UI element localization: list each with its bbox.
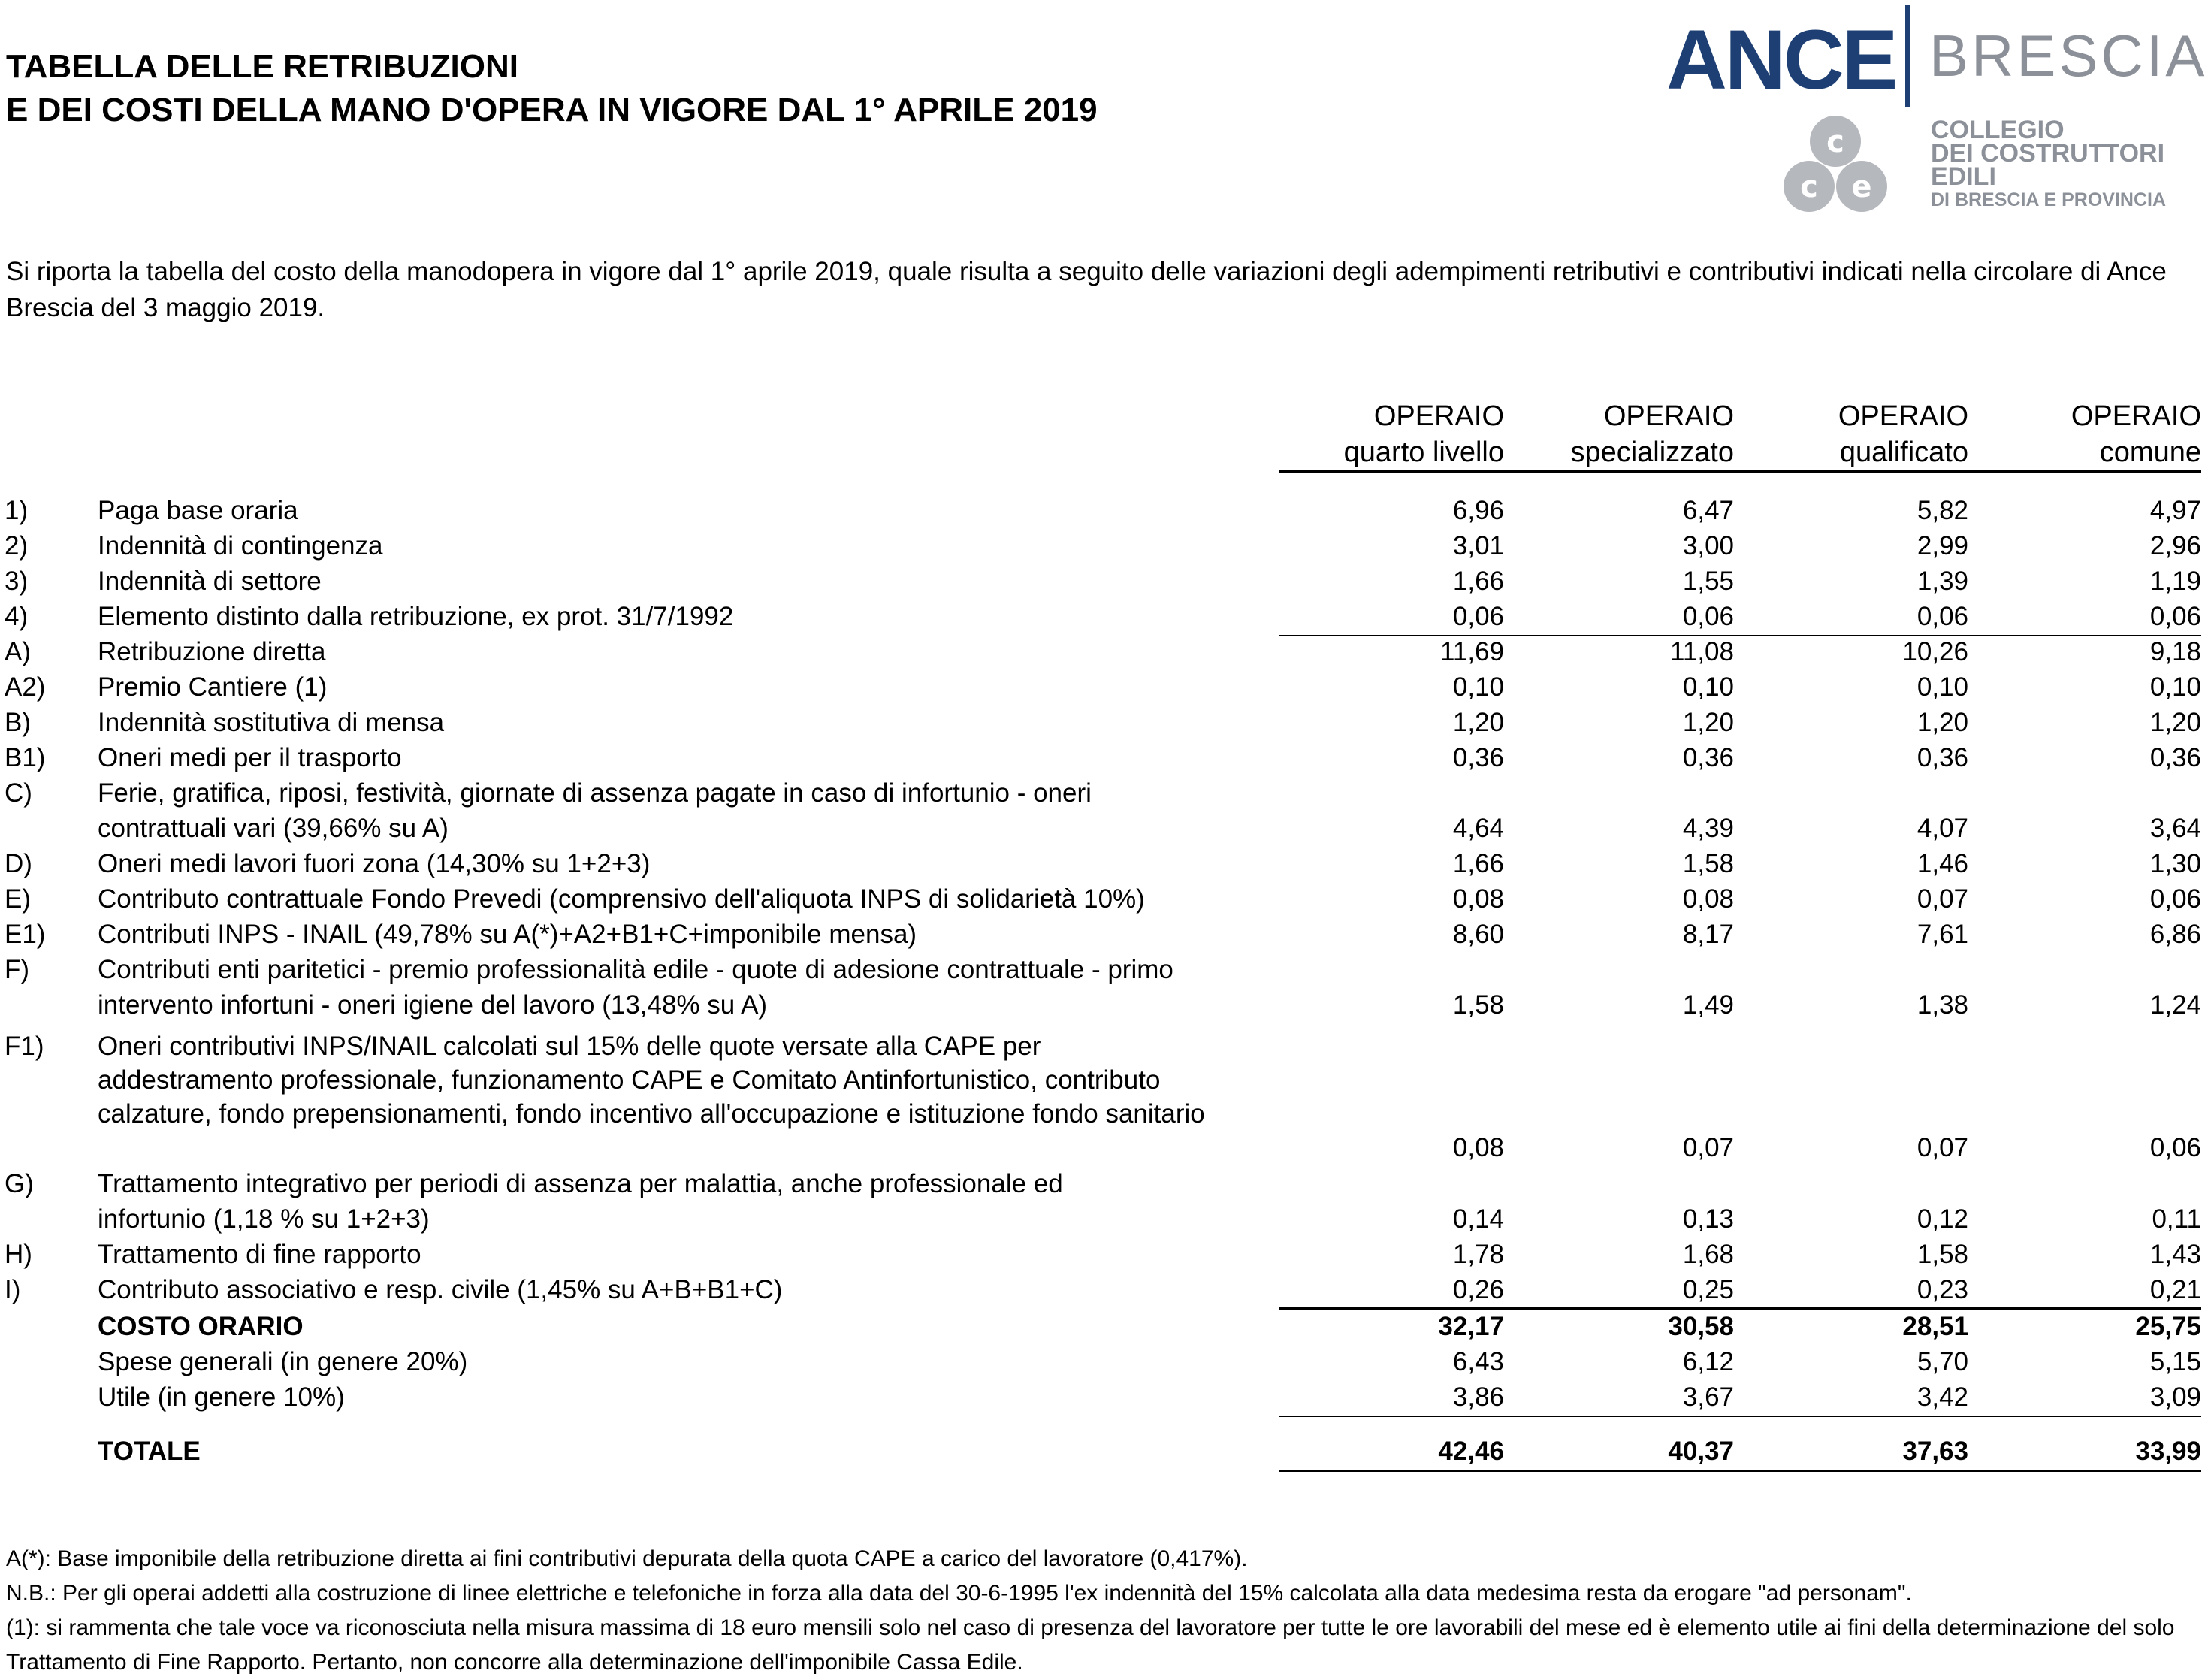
- column-header-specializzato: [1509, 398, 1734, 470]
- row-code: B): [5, 708, 31, 737]
- row-description: Paga base oraria: [98, 496, 298, 525]
- value-specializzato: 0,06: [1682, 602, 1734, 631]
- value-specializzato: 40,37: [1668, 1437, 1734, 1466]
- value-specializzato: 1,58: [1682, 849, 1734, 878]
- row-code: D): [5, 849, 32, 878]
- value-quarto-livello: 1,20: [1452, 708, 1504, 737]
- collegio-line-4: DI BRESCIA E PROVINCIA: [1931, 189, 2167, 210]
- value-comune: 0,06: [2149, 884, 2201, 914]
- value-qualificato: 0,36: [1917, 743, 1968, 772]
- value-qualificato: 7,61: [1917, 920, 1968, 949]
- value-comune: 3,09: [2149, 1382, 2201, 1412]
- row-code: F): [5, 955, 30, 984]
- row-description: Indennità sostitutiva di mensa: [98, 708, 445, 737]
- column-header-line1: OPERAIO: [1838, 400, 1968, 432]
- collegio-line-1: COLLEGIO: [1931, 116, 2065, 144]
- row-code: A2): [5, 672, 46, 702]
- cec-emblem-icon: [1779, 113, 1892, 218]
- value-quarto-livello: 0,10: [1452, 672, 1504, 702]
- value-quarto-livello: 0,14: [1452, 1204, 1504, 1234]
- value-qualificato: 1,46: [1917, 849, 1968, 878]
- value-specializzato: 6,12: [1682, 1347, 1734, 1376]
- row-description: Trattamento di fine rapporto: [98, 1240, 421, 1269]
- value-quarto-livello: 6,43: [1452, 1347, 1504, 1376]
- row-code: E1): [5, 920, 46, 949]
- row-code: A): [5, 637, 31, 666]
- row-code: 4): [5, 602, 29, 631]
- column-header-line1: OPERAIO: [1373, 400, 1504, 432]
- value-qualificato: 0,23: [1917, 1275, 1968, 1304]
- collegio-line-3: EDILI: [1931, 162, 1996, 191]
- value-specializzato: 3,00: [1682, 531, 1734, 561]
- value-comune: 0,21: [2149, 1275, 2201, 1304]
- value-comune: 1,19: [2149, 567, 2201, 596]
- value-quarto-livello: 0,08: [1452, 1133, 1504, 1162]
- value-qualificato: 0,12: [1917, 1204, 1968, 1234]
- collegio-line-2: DEI COSTRUTTORI: [1931, 139, 2165, 168]
- value-specializzato: 11,08: [1670, 637, 1734, 666]
- row-description: Spese generali (in genere 20%): [98, 1347, 468, 1376]
- row-description: Indennità di contingenza: [98, 531, 383, 561]
- value-qualificato: 1,20: [1917, 708, 1968, 737]
- value-comune: 1,24: [2149, 990, 2201, 1020]
- value-quarto-livello: 32,17: [1438, 1312, 1504, 1341]
- value-qualificato: 1,38: [1917, 990, 1968, 1020]
- value-comune: 0,10: [2149, 672, 2201, 702]
- value-comune: 1,20: [2149, 708, 2201, 737]
- value-specializzato: 30,58: [1668, 1312, 1734, 1341]
- column-header-qualificato: [1743, 398, 1968, 470]
- footnote-1: (1): si rammenta che tale voce va riconosciuta nella misura massima di 18 euro mensili solo nel caso di presenza del lavoratore per tutte le ore lavorabili del mese ed è elemento utile ai fini della determinazione del solo Trattamento di Fine Rapporto. Pertanto, non concorre alla determinazione dell'imponibile Cassa Edile.: [6, 1615, 2175, 1675]
- value-quarto-livello: 1,66: [1452, 849, 1504, 878]
- value-quarto-livello: 0,06: [1452, 602, 1504, 631]
- value-quarto-livello: 1,78: [1452, 1240, 1504, 1269]
- row-code: F1): [5, 1032, 44, 1061]
- row-description: TOTALE: [98, 1437, 201, 1466]
- value-quarto-livello: 0,08: [1452, 884, 1504, 914]
- value-specializzato: 0,13: [1682, 1204, 1734, 1234]
- row-description: Elemento distinto dalla retribuzione, ex prot. 31/7/1992: [98, 602, 734, 631]
- value-qualificato: 1,58: [1917, 1240, 1968, 1269]
- row-description: Utile (in genere 10%): [98, 1382, 345, 1412]
- footnotes: [6, 1542, 2200, 1680]
- value-quarto-livello: 4,64: [1452, 814, 1504, 843]
- row-description: Oneri medi lavori fuori zona (14,30% su 1+2+3): [98, 849, 651, 878]
- value-specializzato: 1,20: [1682, 708, 1734, 737]
- column-header-line2: qualificato: [1839, 437, 1968, 468]
- value-quarto-livello: 8,60: [1452, 920, 1504, 949]
- page-title: [6, 45, 1098, 132]
- column-header-comune: [1976, 398, 2201, 470]
- value-specializzato: 8,17: [1682, 920, 1734, 949]
- logo-divider: [1905, 5, 1910, 107]
- value-qualificato: 5,70: [1917, 1347, 1968, 1376]
- row-code: G): [5, 1169, 34, 1198]
- value-qualificato: 37,63: [1902, 1437, 1968, 1466]
- footnote-a-asterisk: A(*): Base imponibile della retribuzione diretta ai fini contributivi depurata della quota CAPE a carico del lavoratore (0,417%).: [6, 1546, 1248, 1571]
- value-comune: 4,97: [2149, 496, 2201, 525]
- column-header-line2: specializzato: [1570, 437, 1734, 468]
- row-description: Contributi INPS - INAIL (49,78% su A(*)+A2+B1+C+imponibile mensa): [98, 920, 917, 949]
- value-qualificato: 3,42: [1917, 1382, 1968, 1412]
- value-specializzato: 0,25: [1682, 1275, 1734, 1304]
- row-description: Indennità di settore: [98, 567, 322, 596]
- value-comune: 9,18: [2149, 637, 2201, 666]
- column-header-line1: OPERAIO: [2071, 400, 2201, 432]
- header-divider: [1279, 470, 2201, 473]
- svg-text:e: e: [1851, 170, 1872, 204]
- value-comune: 33,99: [2135, 1437, 2201, 1466]
- value-quarto-livello: 0,36: [1452, 743, 1504, 772]
- value-qualificato: 1,39: [1917, 567, 1968, 596]
- value-qualificato: 0,07: [1917, 1133, 1968, 1162]
- ance-logo-text: ANCE: [1666, 13, 1896, 107]
- value-specializzato: 0,07: [1682, 1133, 1734, 1162]
- value-specializzato: 0,10: [1682, 672, 1734, 702]
- collegio-text: [1931, 116, 2167, 212]
- value-comune: 25,75: [2135, 1312, 2201, 1341]
- row-description: Ferie, gratifica, riposi, festività, giornate di assenza pagate in caso di infortunio - oneri contrattuali vari (39,66% su A): [98, 778, 1092, 843]
- value-qualificato: 0,06: [1917, 602, 1968, 631]
- value-qualificato: 0,07: [1917, 884, 1968, 914]
- value-quarto-livello: 3,01: [1452, 531, 1504, 561]
- row-description: COSTO ORARIO: [98, 1312, 304, 1341]
- row-description: Premio Cantiere (1): [98, 672, 328, 702]
- row-description: Oneri medi per il trasporto: [98, 743, 402, 772]
- column-header-line2: comune: [2099, 437, 2201, 468]
- value-comune: 1,43: [2149, 1240, 2201, 1269]
- total-bottom-divider: [1279, 1470, 2201, 1472]
- row-code: B1): [5, 743, 46, 772]
- row-code: 1): [5, 496, 29, 525]
- row-description: Contributo contrattuale Fondo Prevedi (comprensivo dell'aliquota INPS di solidarietà 10%): [98, 884, 1145, 914]
- value-quarto-livello: 6,96: [1452, 496, 1504, 525]
- column-header-line2: quarto livello: [1343, 437, 1504, 468]
- value-comune: 6,86: [2149, 920, 2201, 949]
- row-code: E): [5, 884, 31, 914]
- value-quarto-livello: 3,86: [1452, 1382, 1504, 1412]
- value-quarto-livello: 1,66: [1452, 567, 1504, 596]
- title-line-1: TABELLA DELLE RETRIBUZIONI: [6, 48, 518, 85]
- value-quarto-livello: 1,58: [1452, 990, 1504, 1020]
- value-quarto-livello: 42,46: [1438, 1437, 1504, 1466]
- value-specializzato: 0,36: [1682, 743, 1734, 772]
- row-description: Retribuzione diretta: [98, 637, 326, 666]
- row-code: 3): [5, 567, 29, 596]
- footnote-nb: N.B.: Per gli operai addetti alla costruzione di linee elettriche e telefoniche in forza alla data del 30-6-1995 l'ex indennità del 15% calcolata alla data medesima resta da erogare "ad personam".: [6, 1581, 1912, 1606]
- value-specializzato: 6,47: [1682, 496, 1734, 525]
- value-comune: 0,11: [2152, 1204, 2201, 1234]
- svg-text:c: c: [1826, 125, 1844, 159]
- value-comune: 3,64: [2149, 814, 2201, 843]
- total-top-divider: [1279, 1416, 2201, 1417]
- value-qualificato: 28,51: [1902, 1312, 1968, 1341]
- value-quarto-livello: 0,26: [1452, 1275, 1504, 1304]
- value-specializzato: 0,08: [1682, 884, 1734, 914]
- value-comune: 0,36: [2149, 743, 2201, 772]
- column-header-line1: OPERAIO: [1603, 400, 1734, 432]
- value-specializzato: 1,55: [1682, 567, 1734, 596]
- value-specializzato: 1,68: [1682, 1240, 1734, 1269]
- value-comune: 5,15: [2149, 1347, 2201, 1376]
- value-comune: 0,06: [2149, 602, 2201, 631]
- brescia-logo-text: BRESCIA: [1929, 23, 2208, 89]
- row-code: I): [5, 1275, 21, 1304]
- value-specializzato: 1,49: [1682, 990, 1734, 1020]
- row-description: Trattamento integrativo per periodi di assenza per malattia, anche professionale ed infortunio (1,18 % su 1+2+3): [98, 1169, 1063, 1234]
- value-qualificato: 4,07: [1917, 814, 1968, 843]
- column-header-quarto-livello: [1279, 398, 1504, 470]
- value-comune: 1,30: [2149, 849, 2201, 878]
- value-comune: 2,96: [2149, 531, 2201, 561]
- intro-paragraph: Si riporta la tabella del costo della manodopera in vigore dal 1° aprile 2019, quale risulta a seguito delle variazioni degli adempimenti retributivi e contributivi indicati nella circolare di Ance Brescia del 3 maggio 2019.: [6, 257, 2167, 322]
- row-description: Contributo associativo e resp. civile (1,45% su A+B+B1+C): [98, 1275, 783, 1304]
- row-description: Oneri contributivi INPS/INAIL calcolati sul 15% delle quote versate alla CAPE per addestramento professionale, funzionamento CAPE e Comitato Antinfortunistico, contributo calzature, fondo prepensionamenti, fondo incentivo all'occupazione e istituzione fondo sanitario: [98, 1032, 1205, 1129]
- value-qualificato: 10,26: [1902, 637, 1968, 666]
- row-code: 2): [5, 531, 29, 561]
- title-line-2: E DEI COSTI DELLA MANO D'OPERA IN VIGORE DAL 1° APRILE 2019: [6, 92, 1098, 128]
- svg-text:c: c: [1800, 170, 1818, 204]
- value-specializzato: 4,39: [1682, 814, 1734, 843]
- value-qualificato: 2,99: [1917, 531, 1968, 561]
- value-comune: 0,06: [2149, 1133, 2201, 1162]
- row-description: Contributi enti paritetici - premio professionalità edile - quote di adesione contrattuale - primo intervento infortuni - oneri igiene del lavoro (13,48% su A): [98, 955, 1173, 1020]
- value-quarto-livello: 11,69: [1440, 637, 1504, 666]
- row-code: C): [5, 778, 32, 808]
- row-code: H): [5, 1240, 32, 1269]
- value-qualificato: 0,10: [1917, 672, 1968, 702]
- value-qualificato: 5,82: [1917, 496, 1968, 525]
- value-specializzato: 3,67: [1682, 1382, 1734, 1412]
